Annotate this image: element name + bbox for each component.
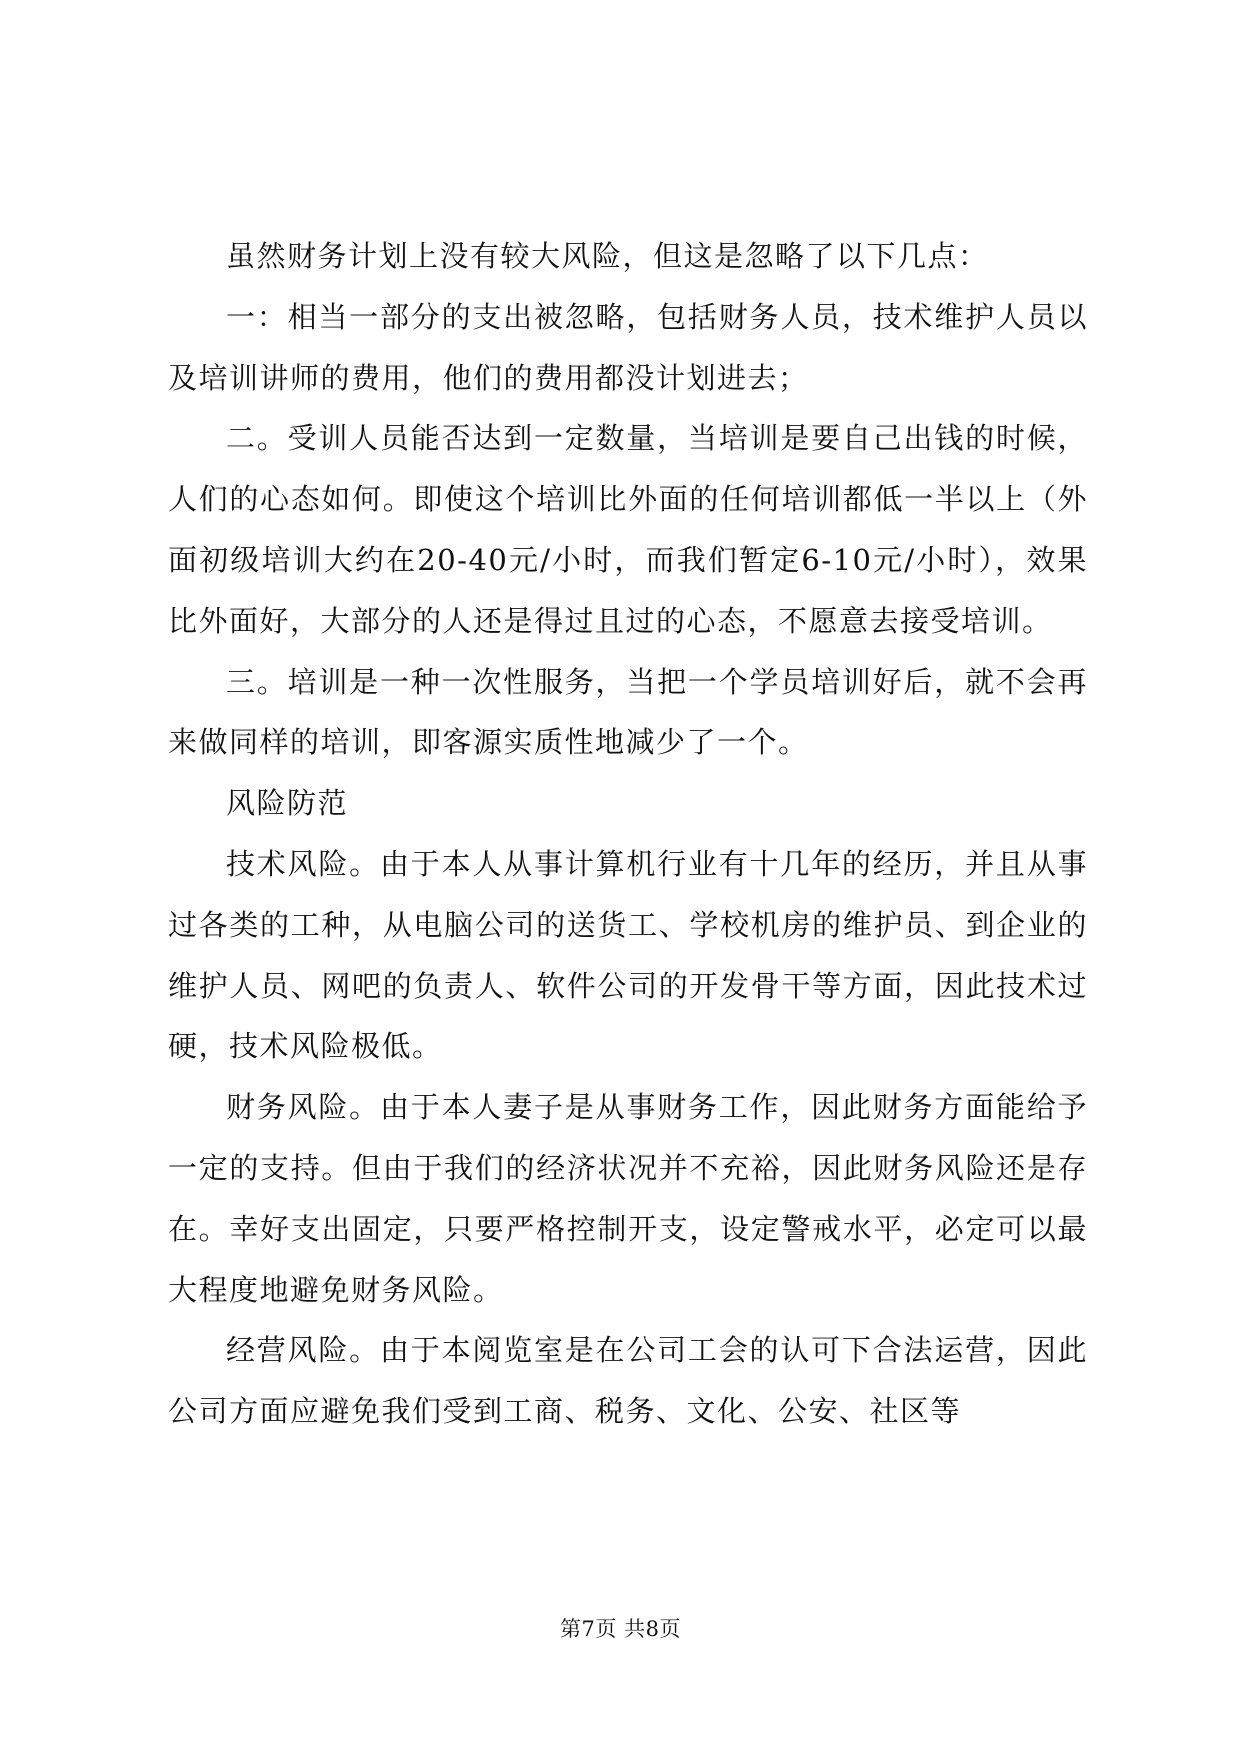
paragraph-financial-risk: 财务风险。由于本人妻子是从事财务工作，因此财务方面能给予一定的支持。但由于我们的经济状况并不充裕，因此财务风险还是存在。幸好支出固定，只要严格控制开支，设定警戒水平，必定可以最大程度地避免财务风险。 [168, 1090, 1088, 1307]
paragraph-point-two: 二。受训人员能否达到一定数量，当培训是要自己出钱的时候，人们的心态如何。即使这个培训比外面的任何培训都低一半以上（外面初级培训大约在20-40元/小时，而我们暂定6-10元/小时），效果比外面好，大部分的人还是得过且过的心态，不愿意去接受培训。 [168, 421, 1088, 638]
paragraph-point-one: 一：相当一部分的支出被忽略，包括财务人员，技术维护人员以及培训讲师的费用，他们的费用都没计划进去； [168, 299, 1088, 395]
page-number-footer: 第7页 共8页 [560, 1617, 681, 1641]
paragraph-intro: 虽然财务计划上没有较大风险，但这是忽略了以下几点： [226, 239, 989, 273]
document-body [168, 226, 1088, 1442]
paragraph-point-three: 三。培训是一种一次性服务，当把一个学员培训好后，就不会再来做同样的培训，即客源实质性地减少了一个。 [168, 664, 1088, 760]
paragraph-technical-risk: 技术风险。由于本人从事计算机行业有十几年的经历，并且从事过各类的工种，从电脑公司的送货工、学校机房的维护员、到企业的维护人员、网吧的负责人、软件公司的开发骨干等方面，因此技术过硬，技术风险极低。 [168, 846, 1088, 1064]
section-heading-risk-prevention: 风险防范 [226, 786, 349, 821]
paragraph-operational-risk: 经营风险。由于本阅览室是在公司工会的认可下合法运营，因此公司方面应避免我们受到工商、税务、文化、公安、社区等 [168, 1333, 1088, 1429]
